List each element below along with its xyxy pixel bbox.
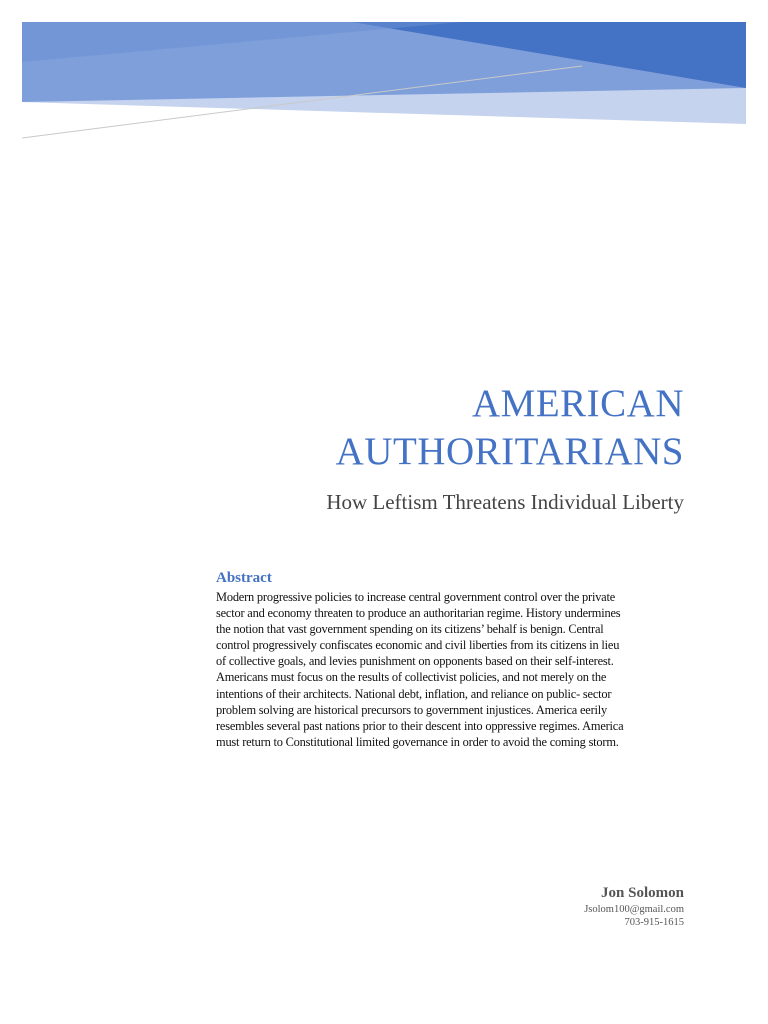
header-banner-graphic: [22, 22, 746, 140]
document-subtitle: How Leftism Threatens Individual Liberty: [326, 490, 684, 514]
abstract-line: intentions of their architects. National debt, inflation, and reliance on public- sector: [216, 686, 612, 701]
document-title-line-2: AUTHORITARIANS: [335, 430, 684, 473]
author-name: Jon Solomon: [601, 885, 684, 901]
abstract-line: resembles several past nations prior to their descent into oppressive regimes. America: [216, 718, 624, 733]
abstract-line: of collective goals, and levies punishment on opponents based on their self-interest.: [216, 654, 614, 669]
abstract-line: problem solving are historical precursors to government injustices. America eerily: [216, 702, 607, 717]
author-block: [384, 883, 684, 929]
abstract-line: sector and economy threaten to produce an authoritarian regime. History undermines: [216, 606, 621, 621]
cover-title-block: [184, 380, 684, 516]
abstract-line: Modern progressive policies to increase central government control over the private: [216, 590, 616, 604]
abstract-heading: Abstract: [216, 570, 272, 586]
abstract-line: Americans must focus on the results of collectivist policies, and not merely on the: [216, 670, 607, 685]
document-title-line-1: AMERICAN: [471, 382, 684, 425]
abstract-section: [216, 568, 690, 750]
abstract-body: [216, 589, 690, 750]
abstract-line: control progressively confiscates economic and civil liberties from its citizens in lieu: [216, 638, 620, 653]
abstract-line: the notion that vast government spending on its citizens’ behalf is benign. Central: [216, 622, 604, 637]
author-phone: 703-915-1615: [624, 917, 684, 928]
author-email: Jsolom100@gmail.com: [584, 904, 684, 915]
abstract-line: must return to Constitutional limited governance in order to avoid the coming storm.: [216, 734, 619, 749]
